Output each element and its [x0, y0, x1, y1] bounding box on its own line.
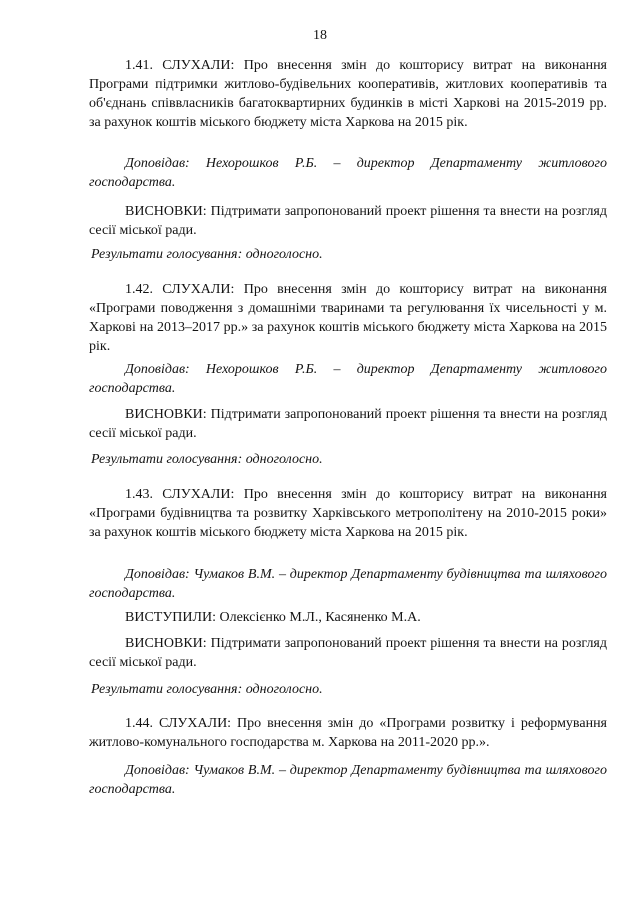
item-1-44-heard: 1.44. СЛУХАЛИ: Про внесення змін до «Програми розвитку і реформування житлово-комунального господарства м. Харкова на 2011-2020 рр.». — [89, 716, 607, 750]
item-1-42-heard: 1.42. СЛУХАЛИ: Про внесення змін до кошторису витрат на виконання «Програми поводження з домашніми тваринами та регулювання їх чисельності у м. Харкові на 2013–2017 рр.» за рахунок коштів міського бюджету міста Харкова на 2015 рік. — [89, 282, 607, 354]
item-1-44-reporter: Доповідав: Чумаков В.М. – директор Департаменту будівництва та шляхового господарства. — [89, 763, 607, 797]
page-number: 18 — [313, 28, 327, 43]
item-1-43-reporter: Доповідав: Чумаков В.М. – директор Департаменту будівництва та шляхового господарства. — [89, 567, 607, 601]
item-1-41-voting: Результати голосування: одноголосно. — [91, 247, 323, 262]
item-1-42-voting: Результати голосування: одноголосно. — [91, 452, 323, 467]
item-1-43-voting: Результати голосування: одноголосно. — [91, 682, 323, 697]
item-1-43-conclusions: ВИСНОВКИ: Підтримати запропонований проект рішення та внести на розгляд сесії міської ради. — [89, 636, 607, 670]
item-1-41-conclusions: ВИСНОВКИ: Підтримати запропонований проект рішення та внести на розгляд сесії міської ради. — [89, 204, 607, 238]
item-1-42-reporter: Доповідав: Нехорошков Р.Б. – директор Департаменту житлового господарства. — [89, 362, 607, 396]
item-1-43-speakers: ВИСТУПИЛИ: Олексієнко М.Л., Касяненко М.А. — [125, 610, 421, 625]
item-1-43-heard: 1.43. СЛУХАЛИ: Про внесення змін до кошторису витрат на виконання «Програми будівництва та розвитку Харківського метрополітену на 2010-2015 роки» за рахунок коштів міського бюджету міста Харкова на 2015 рік. — [89, 487, 607, 540]
item-1-41-heard: 1.41. СЛУХАЛИ: Про внесення змін до кошторису витрат на виконання Програми підтримки житлово-будівельних кооперативів, житлових кооперативів та об'єднань співвласників багатоквартирних будинків в місті Харкові на 2015-2019 рр. за рахунок коштів міського бюджету міста Харкова на 2015 рік. — [89, 58, 607, 130]
item-1-42-conclusions: ВИСНОВКИ: Підтримати запропонований проект рішення та внести на розгляд сесії міської ради. — [89, 407, 607, 441]
item-1-41-reporter: Доповідав: Нехорошков Р.Б. – директор Департаменту житлового господарства. — [89, 156, 607, 190]
